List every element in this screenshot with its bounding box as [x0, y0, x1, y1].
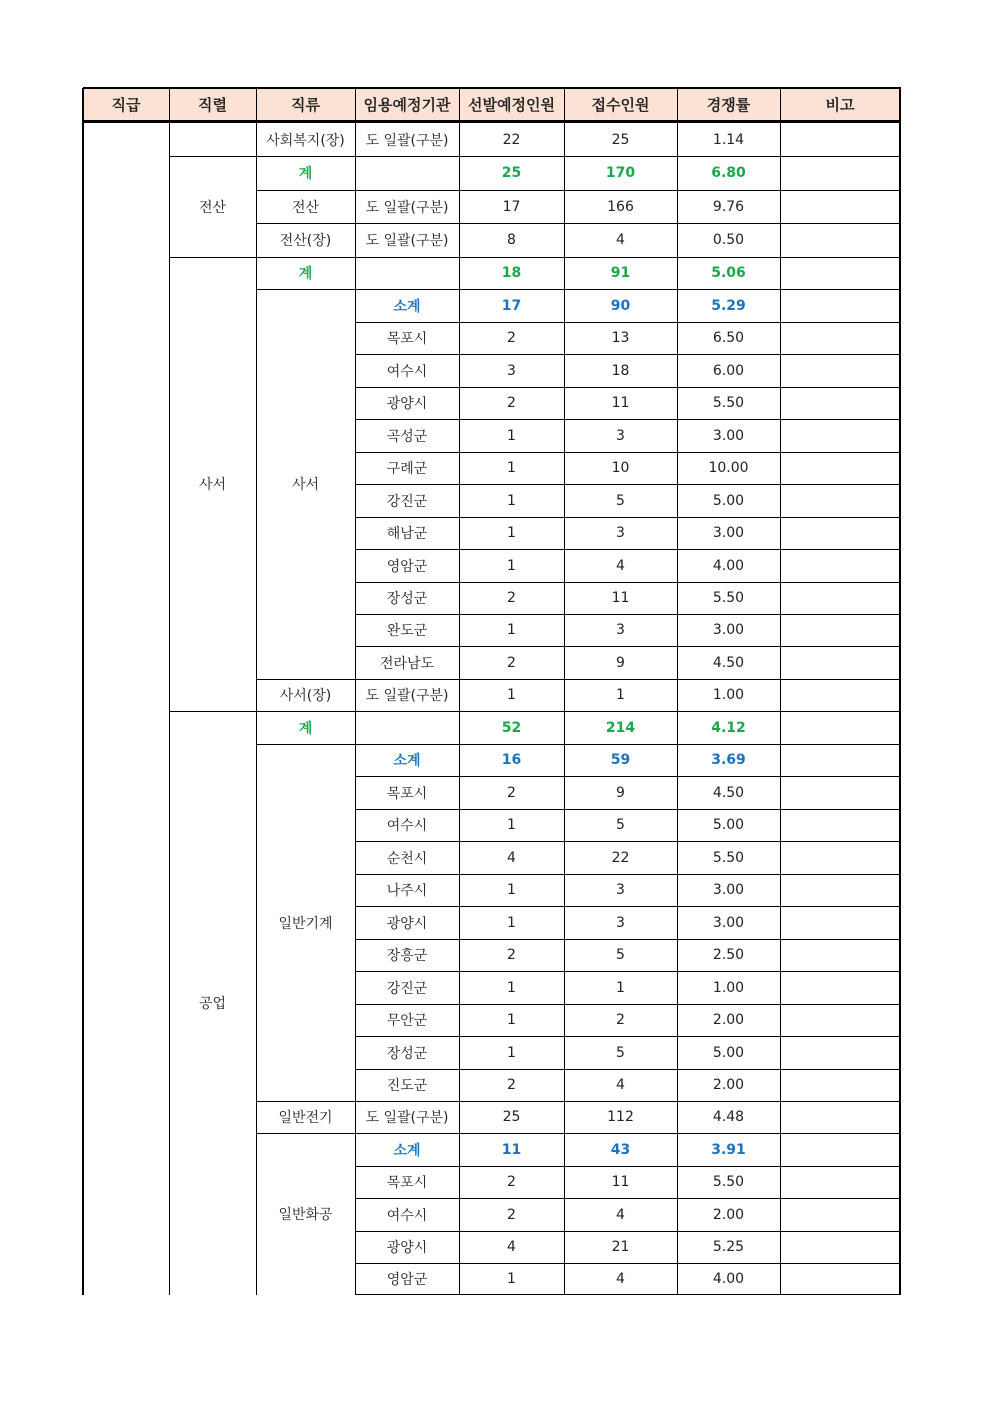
planned-cell: 1 [507, 1271, 516, 1287]
grid-line [780, 88, 781, 1295]
planned-cell: 1 [507, 1012, 516, 1028]
grid-line [256, 744, 900, 745]
planned-cell: 2 [507, 590, 516, 606]
planned-cell: 2 [507, 654, 516, 671]
agency-cell: 완도군 [386, 623, 428, 639]
rate-cell: 4.48 [712, 1109, 745, 1125]
rate-cell: 5.50 [712, 590, 745, 606]
grid-line [564, 88, 565, 1295]
rate-cell: 3.00 [712, 622, 745, 638]
remarks-cell [780, 1101, 900, 1133]
remarks-cell [780, 1263, 900, 1295]
agency-cell: 도 일괄(구분) [365, 199, 449, 216]
grid-line [256, 1101, 900, 1102]
category-cell: 사서(장) [279, 688, 332, 704]
applied-cell: 22 [611, 849, 630, 866]
agency-cell: 도 일괄(구분) [365, 1110, 449, 1126]
remarks-cell [780, 484, 900, 517]
agency-cell: 전라남도 [379, 655, 435, 672]
agency-cell: 곡성군 [386, 428, 428, 445]
grid-line [355, 549, 900, 550]
rate-cell: 3.00 [712, 525, 745, 541]
agency-cell: 광양시 [386, 1240, 428, 1256]
applied-cell: 2 [616, 1012, 625, 1028]
agency-cell: 목포시 [386, 331, 428, 347]
agency-cell: 광양시 [386, 915, 428, 932]
planned-cell: 8 [507, 232, 516, 248]
planned-cell: 1 [507, 622, 516, 638]
grid-line [355, 646, 900, 647]
remarks-cell [780, 223, 900, 257]
remarks-cell [780, 123, 900, 156]
remarks-cell [780, 1166, 900, 1198]
rate-cell: 3.91 [711, 1141, 746, 1158]
rate-cell: 2.00 [712, 1012, 745, 1028]
grid-line [83, 87, 901, 89]
grid-line [355, 939, 900, 940]
rate-cell: 9.76 [712, 198, 745, 215]
agency-cell: 목포시 [386, 1175, 428, 1191]
planned-cell: 1 [507, 557, 516, 574]
applied-cell: 25 [611, 131, 630, 148]
planned-cell: 17 [501, 297, 522, 314]
planned-cell: 1 [507, 1044, 516, 1061]
rate-cell: 5.25 [712, 1239, 745, 1255]
rate-cell: 1.14 [712, 131, 745, 148]
header-category: 직류 [256, 88, 355, 121]
planned-cell: 1 [507, 979, 516, 996]
applied-cell: 166 [607, 198, 634, 215]
agency-cell: 광양시 [386, 396, 428, 412]
series-cell: 공업 [198, 996, 227, 1012]
planned-cell: 25 [502, 1109, 521, 1125]
rate-cell: 3.69 [711, 752, 746, 768]
remarks-cell [780, 971, 900, 1004]
agency-cell: 소계 [393, 753, 421, 769]
grid-line [355, 1166, 900, 1167]
grid-line [355, 809, 900, 810]
planned-cell: 2 [507, 784, 516, 801]
applied-cell: 214 [605, 719, 636, 736]
agency-cell: 장흥군 [386, 948, 428, 964]
applied-cell: 4 [616, 1077, 625, 1093]
grid-line [256, 289, 900, 290]
applied-cell: 5 [616, 1044, 625, 1061]
grid-line [355, 419, 900, 420]
applied-cell: 1 [616, 979, 625, 996]
agency-cell: 해남군 [386, 526, 428, 542]
grid-line [256, 679, 900, 680]
applied-cell: 4 [616, 232, 625, 248]
applied-cell: 11 [611, 590, 630, 606]
remarks-cell [780, 387, 900, 419]
rate-cell: 4.12 [711, 719, 746, 736]
agency-cell: 영암군 [386, 558, 428, 575]
grid-line [355, 452, 900, 453]
agency-cell: 여수시 [386, 818, 428, 834]
series-cell [169, 123, 256, 156]
remarks-cell [780, 874, 900, 906]
planned-cell: 2 [507, 1174, 516, 1190]
remarks-cell [780, 1198, 900, 1231]
agency-cell: 강진군 [386, 493, 428, 510]
applied-cell: 11 [611, 1174, 630, 1190]
agency-cell: 목포시 [386, 785, 428, 802]
rate-cell: 5.00 [712, 492, 745, 509]
rate-cell: 5.29 [711, 297, 746, 314]
rate-cell: 1.00 [712, 687, 745, 703]
grid-line [355, 582, 900, 583]
remarks-cell [780, 646, 900, 679]
planned-cell: 11 [501, 1141, 522, 1158]
remarks-cell [780, 354, 900, 387]
header-applied: 접수인원 [564, 88, 677, 121]
grid-line [169, 257, 900, 258]
applied-cell: 59 [610, 752, 631, 768]
rate-cell: 4.50 [712, 784, 745, 801]
grid-line [355, 1198, 900, 1199]
agency-cell: 소계 [393, 298, 421, 315]
agency-cell: 소계 [393, 1142, 421, 1159]
grid-line [355, 484, 900, 485]
applied-cell: 1 [616, 687, 625, 703]
planned-cell: 1 [507, 687, 516, 703]
grid-line [82, 88, 84, 1295]
rate-cell: 6.50 [712, 330, 745, 346]
rate-cell: 5.50 [712, 849, 745, 866]
grid-line [169, 711, 900, 712]
planned-cell: 2 [507, 330, 516, 346]
rate-cell: 1.00 [712, 979, 745, 996]
grid-line [256, 223, 900, 224]
applied-cell: 5 [616, 817, 625, 833]
grid-line [355, 776, 900, 777]
header-grade: 직급 [83, 88, 169, 121]
grid-line [355, 1294, 900, 1295]
planned-cell: 2 [507, 1206, 516, 1223]
applied-cell: 11 [611, 395, 630, 411]
grid-line [169, 88, 170, 1295]
agency-cell: 무안군 [386, 1013, 428, 1029]
planned-cell: 2 [507, 395, 516, 411]
grid-line [355, 354, 900, 355]
applied-cell: 112 [607, 1109, 634, 1125]
applied-cell: 43 [610, 1141, 631, 1158]
remarks-cell [780, 156, 900, 190]
rate-cell: 3.00 [712, 427, 745, 444]
header-series: 직렬 [169, 88, 256, 121]
rate-cell: 5.50 [712, 1174, 745, 1190]
grid-line [355, 874, 900, 875]
grid-line [169, 156, 900, 157]
remarks-cell [780, 744, 900, 776]
remarks-cell [780, 289, 900, 322]
remarks-cell [780, 452, 900, 484]
applied-cell: 13 [611, 330, 630, 346]
rate-cell: 3.00 [712, 882, 745, 898]
category-cell: 일반화공 [278, 1207, 333, 1223]
remarks-cell [780, 1036, 900, 1069]
agency-cell: 진도군 [386, 1078, 428, 1094]
category-cell: 전산(장) [279, 233, 332, 249]
remarks-cell [780, 517, 900, 549]
remarks-cell [780, 776, 900, 809]
rate-cell: 6.00 [712, 362, 745, 379]
grid-line [355, 1004, 900, 1005]
grid-line [256, 88, 257, 1295]
remarks-cell [780, 841, 900, 874]
header-planned: 선발예정인원 [459, 88, 564, 121]
rate-cell: 6.80 [711, 165, 746, 181]
rate-cell: 4.50 [712, 654, 745, 671]
planned-cell: 1 [507, 525, 516, 541]
remarks-cell [780, 614, 900, 646]
agency-cell [355, 711, 459, 744]
grid-line [355, 614, 900, 615]
planned-cell: 2 [507, 1077, 516, 1093]
rate-cell: 5.00 [712, 1044, 745, 1061]
applied-cell: 5 [616, 947, 625, 963]
agency-cell: 여수시 [386, 363, 428, 380]
applied-cell: 3 [616, 622, 625, 638]
remarks-cell [780, 257, 900, 289]
header-rate: 경쟁률 [677, 88, 780, 121]
planned-cell: 1 [507, 817, 516, 833]
remarks-cell [780, 1133, 900, 1166]
planned-cell: 1 [507, 492, 516, 509]
applied-cell: 18 [611, 362, 630, 379]
category-cell: 사회복지(장) [266, 132, 345, 149]
rate-cell: 5.06 [711, 265, 746, 281]
series-cell: 전산 [198, 199, 227, 216]
grid-line [355, 1231, 900, 1232]
planned-cell: 18 [501, 265, 522, 281]
planned-cell: 16 [501, 752, 522, 768]
remarks-cell [780, 582, 900, 614]
rate-cell: 4.00 [712, 1271, 745, 1287]
planned-cell: 3 [507, 362, 516, 379]
agency-cell: 도 일괄(구분) [365, 688, 449, 704]
category-cell: 전산 [291, 199, 320, 216]
rate-cell: 4.00 [712, 557, 745, 574]
planned-cell: 22 [502, 131, 521, 148]
planned-cell: 4 [507, 849, 516, 866]
agency-cell: 나주시 [386, 883, 428, 899]
applied-cell: 3 [616, 427, 625, 444]
planned-cell: 52 [501, 719, 522, 736]
grid-line [355, 1069, 900, 1070]
remarks-cell [780, 1231, 900, 1263]
grid-line [355, 387, 900, 388]
grid-line [256, 1133, 900, 1134]
grid-line [355, 841, 900, 842]
agency-cell: 구례군 [386, 461, 428, 477]
remarks-cell [780, 1004, 900, 1036]
agency-cell: 여수시 [386, 1207, 428, 1224]
grid-line [355, 517, 900, 518]
applied-cell: 21 [611, 1239, 630, 1255]
planned-cell: 25 [501, 165, 522, 181]
category-cell: 계 [298, 266, 313, 282]
remarks-cell [780, 419, 900, 452]
grid-line [355, 971, 900, 972]
category-cell: 일반전기 [278, 1110, 333, 1126]
applied-cell: 91 [610, 265, 631, 281]
rate-cell: 2.00 [712, 1077, 745, 1093]
rate-cell: 2.00 [712, 1206, 745, 1223]
planned-cell: 17 [502, 198, 521, 215]
category-cell: 사서 [291, 477, 320, 493]
grid-line [355, 906, 900, 907]
grid-line [355, 322, 900, 323]
agency-cell: 도 일괄(구분) [365, 233, 449, 249]
planned-cell: 1 [507, 882, 516, 898]
header-agency: 임용예정기관 [355, 88, 459, 121]
planned-cell: 2 [507, 947, 516, 963]
header-remarks: 비고 [780, 88, 900, 121]
applied-cell: 90 [610, 297, 631, 314]
remarks-cell [780, 190, 900, 223]
agency-cell: 장성군 [386, 1045, 428, 1062]
category-cell: 일반기계 [278, 915, 333, 932]
category-cell: 계 [298, 720, 313, 737]
category-cell: 계 [298, 166, 313, 182]
grid-line [355, 88, 356, 1295]
remarks-cell [780, 939, 900, 971]
agency-cell: 도 일괄(구분) [365, 132, 449, 149]
applied-cell: 4 [616, 1206, 625, 1223]
agency-cell: 순천시 [386, 850, 428, 867]
grid-line [899, 88, 901, 1295]
grid-line [355, 1263, 900, 1264]
grid-line [83, 122, 901, 123]
rate-cell: 10.00 [708, 460, 749, 476]
applied-cell: 3 [616, 525, 625, 541]
grid-line [677, 88, 678, 1295]
rate-cell: 3.00 [712, 914, 745, 931]
agency-cell: 강진군 [386, 980, 428, 997]
applied-cell: 4 [616, 557, 625, 574]
rate-cell: 2.50 [712, 947, 745, 963]
applied-cell: 9 [616, 654, 625, 671]
remarks-cell [780, 809, 900, 841]
series-cell: 사서 [198, 477, 227, 493]
rate-cell: 5.00 [712, 817, 745, 833]
remarks-cell [780, 679, 900, 711]
agency-cell [355, 156, 459, 190]
planned-cell: 4 [507, 1239, 516, 1255]
planned-cell: 1 [507, 427, 516, 444]
applied-cell: 5 [616, 492, 625, 509]
remarks-cell [780, 1069, 900, 1101]
remarks-cell [780, 906, 900, 939]
applied-cell: 170 [605, 165, 636, 181]
remarks-cell [780, 711, 900, 744]
remarks-cell [780, 322, 900, 354]
applied-cell: 3 [616, 882, 625, 898]
agency-cell: 장성군 [386, 591, 428, 607]
planned-cell: 1 [507, 914, 516, 931]
applied-cell: 4 [616, 1271, 625, 1287]
rate-cell: 0.50 [712, 232, 745, 248]
applied-cell: 9 [616, 784, 625, 801]
remarks-cell [780, 549, 900, 582]
planned-cell: 1 [507, 460, 516, 476]
grid-line [459, 88, 460, 1295]
grid-line [355, 1036, 900, 1037]
applied-cell: 10 [611, 460, 630, 476]
agency-cell [355, 257, 459, 289]
rate-cell: 5.50 [712, 395, 745, 411]
grid-line [256, 190, 900, 191]
applied-cell: 3 [616, 914, 625, 931]
agency-cell: 영암군 [386, 1272, 428, 1288]
